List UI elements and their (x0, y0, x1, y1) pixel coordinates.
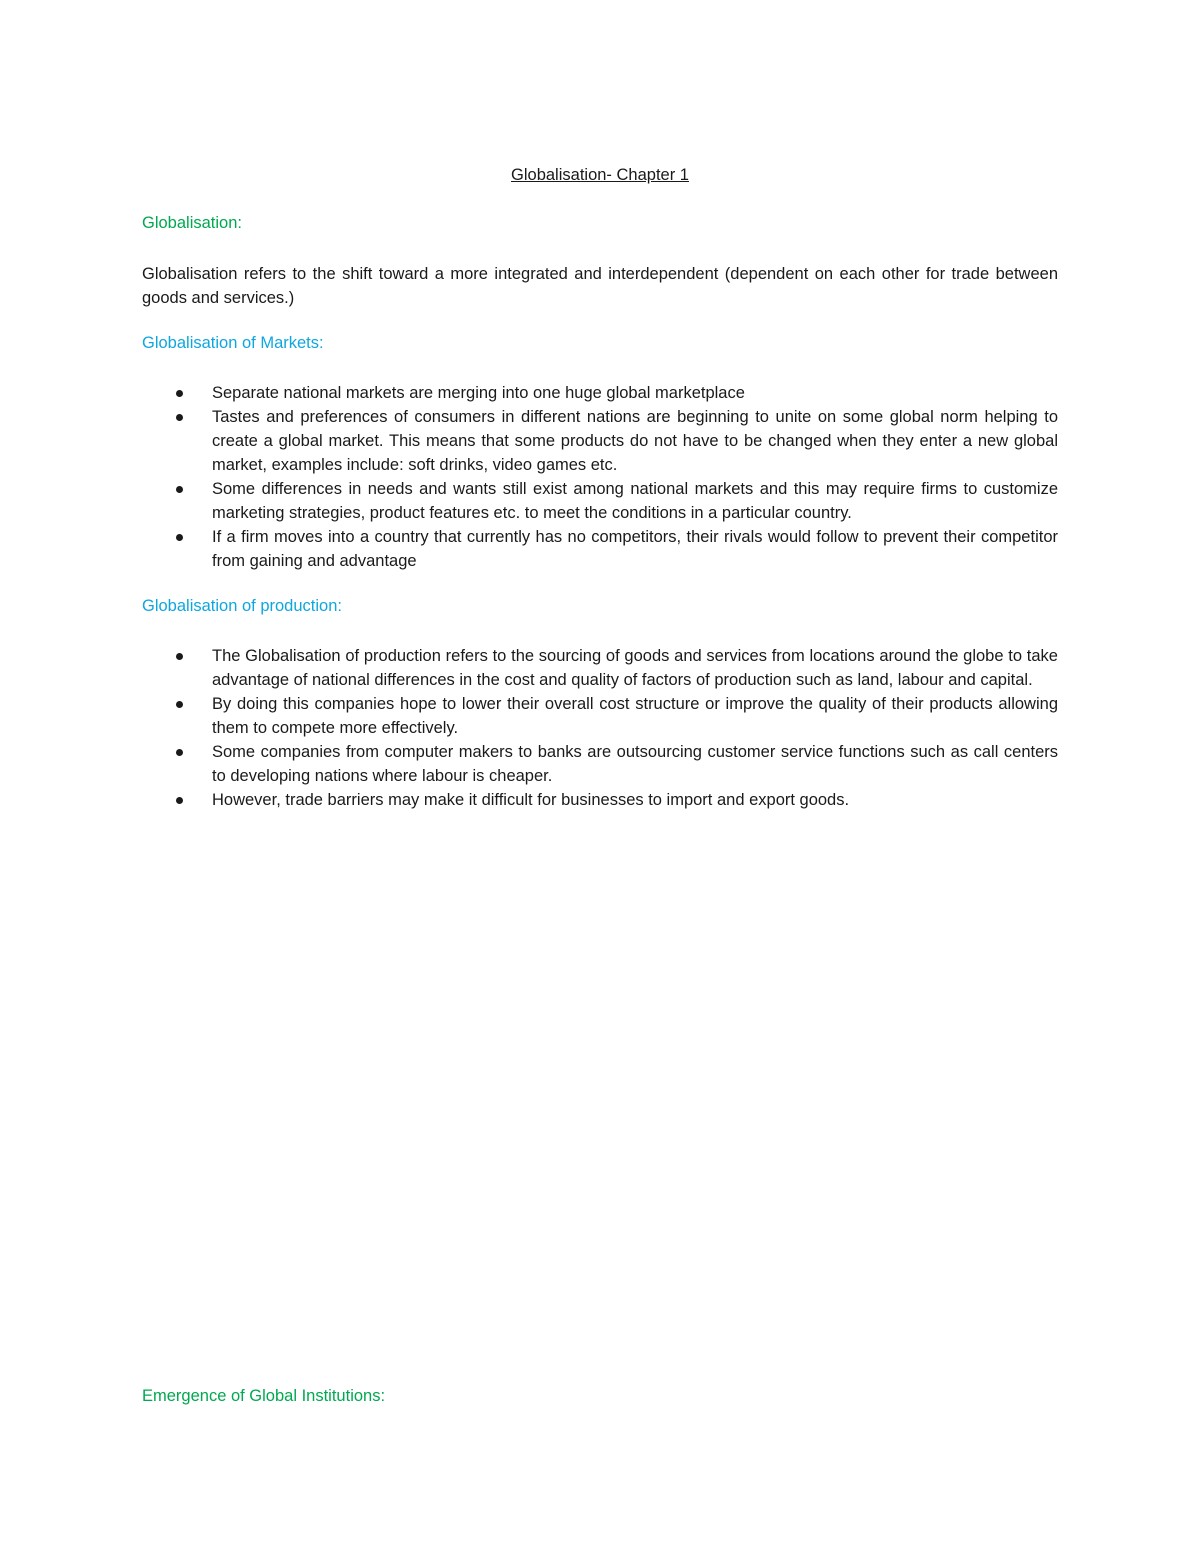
heading-globalisation: Globalisation: (142, 214, 242, 232)
document-title: Globalisation- Chapter 1 (511, 166, 689, 184)
list-item (142, 381, 1058, 405)
bullet-icon (176, 749, 183, 756)
list-item-text: Tastes and preferences of consumers in different nations are beginning to unite on some global norm helping to create a global market. This means that some products do not have to be changed when they enter a new global market, examples include: soft drinks, video games etc. (212, 408, 1058, 474)
bullet-icon (176, 653, 183, 660)
list-item (142, 692, 1058, 740)
list-item-text: Some differences in needs and wants still exist among national markets and this may require firms to customize marketing strategies, product features etc. to meet the conditions in a particular country. (212, 480, 1058, 522)
list-item (142, 644, 1058, 692)
production-list (142, 644, 1058, 812)
list-item (142, 788, 1058, 812)
heading-production: Globalisation of production: (142, 597, 342, 615)
list-item-text: Separate national markets are merging into one huge global marketplace (212, 384, 745, 402)
list-item (142, 477, 1058, 525)
definition-paragraph: Globalisation refers to the shift toward a more integrated and interdependent (dependent on each other for trade between goods and services.) (142, 265, 1058, 307)
bullet-icon (176, 797, 183, 804)
bullet-icon (176, 390, 183, 397)
list-item (142, 525, 1058, 573)
bullet-icon (176, 701, 183, 708)
list-item-text: If a firm moves into a country that currently has no competitors, their rivals would follow to prevent their competitor from gaining and advantage (212, 528, 1058, 570)
list-item-text: The Globalisation of production refers to the sourcing of goods and services from locations around the globe to take advantage of national differences in the cost and quality of factors of production such as land, labour and capital. (212, 647, 1058, 689)
list-item-text: Some companies from computer makers to banks are outsourcing customer service functions such as call centers to developing nations where labour is cheaper. (212, 743, 1058, 785)
markets-list (142, 381, 1058, 573)
heading-global-institutions: Emergence of Global Institutions: (142, 1387, 386, 1405)
list-item-text: By doing this companies hope to lower their overall cost structure or improve the quality of their products allowing them to compete more effectively. (212, 695, 1058, 737)
bullet-icon (176, 534, 183, 541)
bullet-icon (176, 486, 183, 493)
list-item (142, 740, 1058, 788)
list-item (142, 405, 1058, 477)
bullet-icon (176, 414, 183, 421)
list-item-text: However, trade barriers may make it difficult for businesses to import and export goods. (212, 791, 850, 809)
heading-markets: Globalisation of Markets: (142, 334, 324, 352)
